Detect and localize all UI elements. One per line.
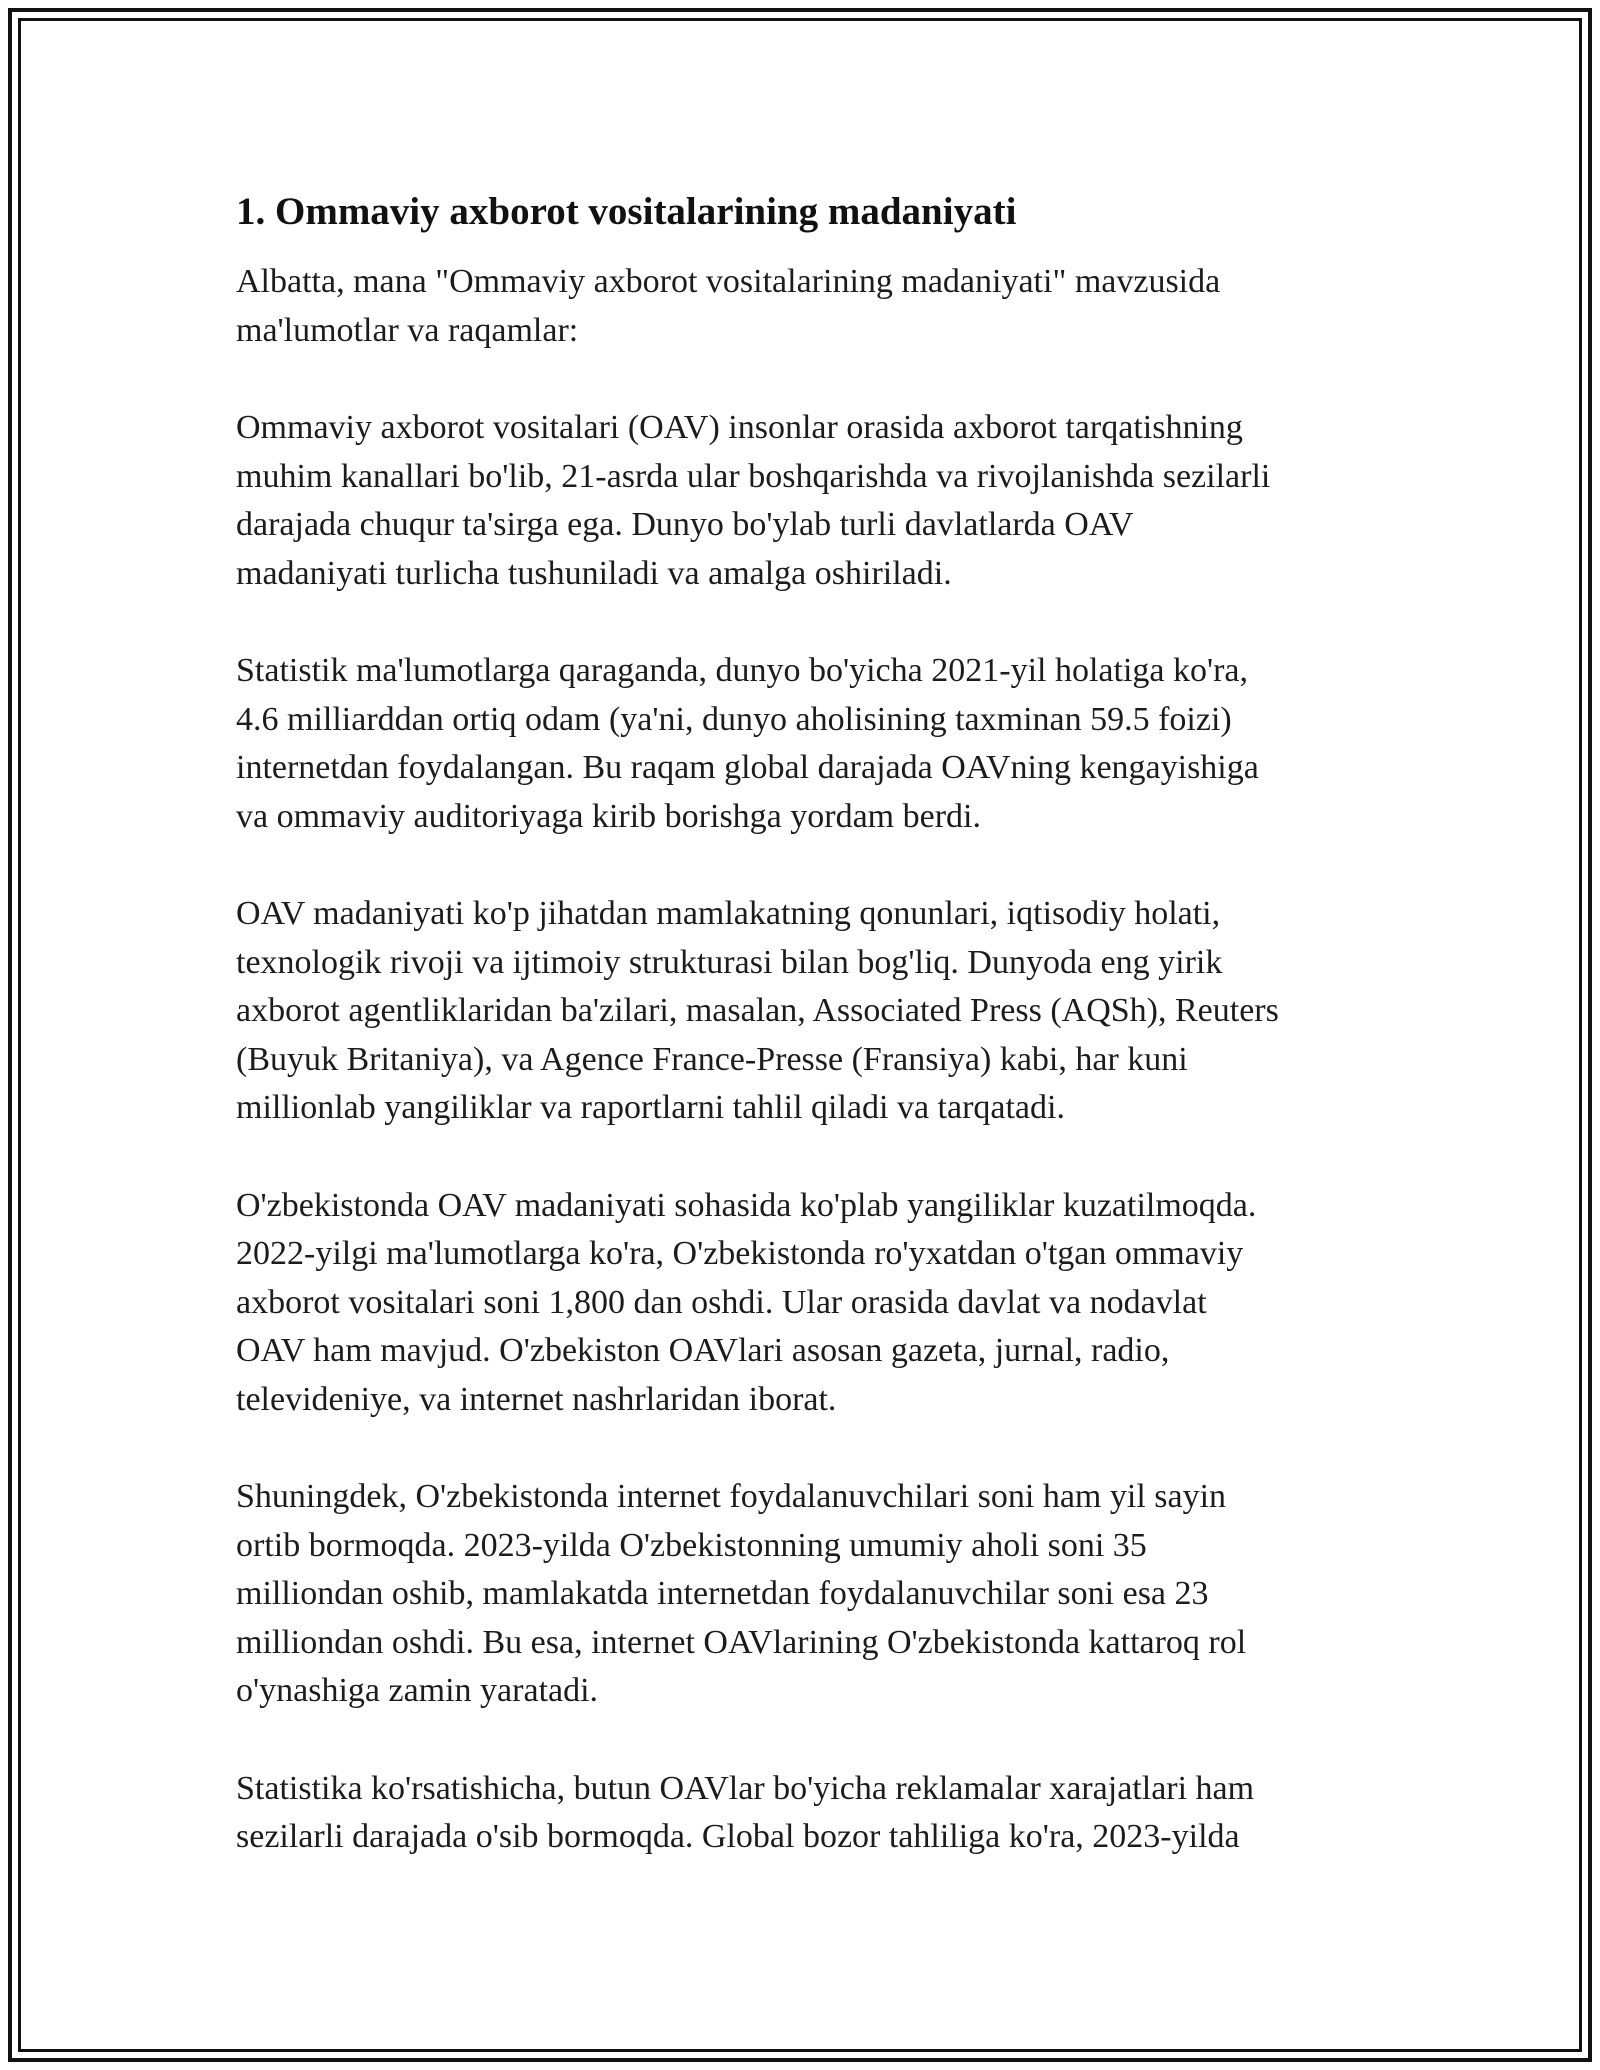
- text-line: milliondan oshdi. Bu esa, internet OAVlarining O'zbekistonda kattaroq rol: [236, 1623, 1247, 1661]
- text-line: muhim kanallari bo'lib, 21-asrda ular boshqarishda va rivojlanishda sezilarli: [236, 457, 1271, 495]
- paragraph-oav-definition: [236, 404, 1366, 598]
- text-line: millionlab yangiliklar va raportlarni tahlil qiladi va tarqatadi.: [236, 1089, 1065, 1126]
- paragraph-global-statistics: [236, 647, 1366, 841]
- text-line: 2022-yilgi ma'lumotlarga ko'ra, O'zbekistonda ro'yxatdan o'tgan ommaviy: [236, 1235, 1244, 1272]
- text-line: Statistika ko'rsatishicha, butun OAVlar bo'yicha reklamalar xarajatlari ham: [236, 1769, 1255, 1807]
- text-line: (Buyuk Britaniya), va Agence France-Presse (Fransiya) kabi, har kuni: [236, 1040, 1188, 1078]
- text-line: Shuningdek, O'zbekistonda internet foydalanuvchilari soni ham yil sayin: [236, 1478, 1227, 1515]
- text-line: O'zbekistonda OAV madaniyati sohasida ko'plab yangiliklar kuzatilmoqda.: [236, 1186, 1257, 1224]
- paragraph-intro: [236, 258, 1366, 355]
- text-line: texnologik rivoji va ijtimoiy strukturasi bilan bog'liq. Dunyoda eng yirik: [236, 943, 1223, 981]
- text-line: televideniye, va internet nashrlaridan iborat.: [236, 1380, 837, 1418]
- text-line: va ommaviy auditoriyaga kirib borishga yordam berdi.: [236, 797, 981, 835]
- text-line: axborot vositalari soni 1,800 dan oshdi. Ular orasida davlat va nodavlat: [236, 1283, 1207, 1321]
- text-line: 4.6 milliarddan ortiq odam (ya'ni, dunyo aholisining taxminan 59.5 foizi): [236, 700, 1232, 738]
- text-line: milliondan oshib, mamlakatda internetdan foydalanuvchilar soni esa 23: [236, 1575, 1209, 1612]
- document-body: [236, 186, 1366, 1911]
- section-heading: 1. Ommaviy axborot vositalarining madaniyati: [236, 190, 1017, 233]
- text-line: madaniyati turlicha tushuniladi va amalga oshiriladi.: [236, 554, 952, 592]
- text-line: Albatta, mana "Ommaviy axborot vositalarining madaniyati" mavzusida: [236, 263, 1221, 300]
- text-line: OAV madaniyati ko'p jihatdan mamlakatning qonunlari, iqtisodiy holati,: [236, 895, 1221, 932]
- text-line: Statistik ma'lumotlarga qaraganda, dunyo bo'yicha 2021-yil holatiga ko'ra,: [236, 652, 1249, 689]
- text-line: sezilarli darajada o'sib bormoqda. Global bozor tahliliga ko'ra, 2023-yilda: [236, 1818, 1240, 1855]
- text-line: OAV ham mavjud. O'zbekiston OAVlari asosan gazeta, jurnal, radio,: [236, 1332, 1170, 1369]
- text-line: Ommaviy axborot vositalari (OAV) insonlar orasida axborot tarqatishning: [236, 409, 1243, 446]
- text-line: o'ynashiga zamin yaratadi.: [236, 1672, 599, 1709]
- text-line: ma'lumotlar va raqamlar:: [236, 311, 579, 349]
- paragraph-uzbekistan-media: [236, 1182, 1366, 1425]
- text-line: axborot agentliklaridan ba'zilari, masalan, Associated Press (AQSh), Reuters: [236, 992, 1279, 1029]
- text-line: darajada chuqur ta'sirga ega. Dunyo bo'ylab turli davlatlarda OAV: [236, 506, 1134, 543]
- text-line: ortib bormoqda. 2023-yilda O'zbekistonning umumiy aholi soni 35: [236, 1526, 1147, 1564]
- text-line: internetdan foydalangan. Bu raqam global darajada OAVning kengayishiga: [236, 749, 1259, 786]
- paragraph-news-agencies: [236, 890, 1366, 1133]
- paragraph-advertising: [236, 1765, 1366, 1862]
- paragraph-internet-users: [236, 1473, 1366, 1716]
